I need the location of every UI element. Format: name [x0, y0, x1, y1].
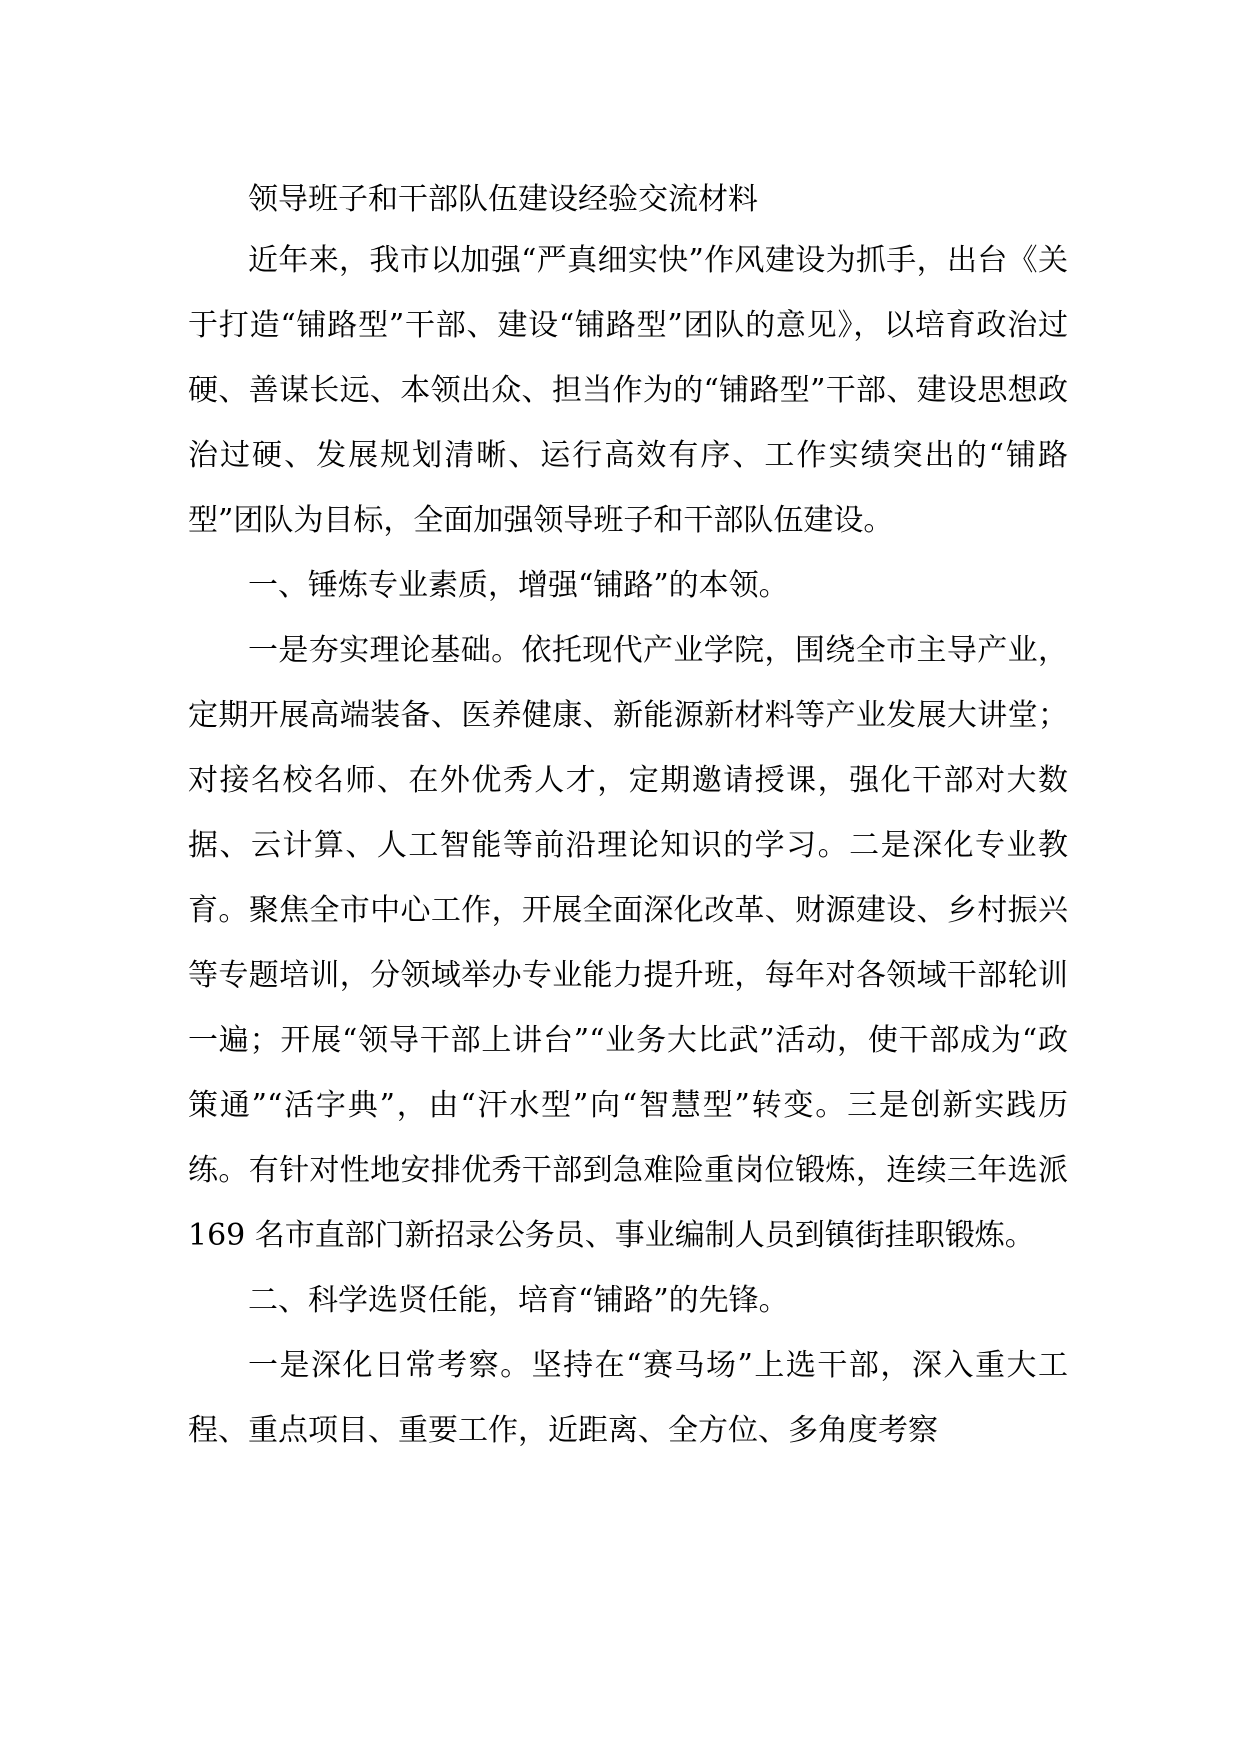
intro-paragraph: 近年来，我市以加强“严真细实快”作风建设为抓手，出台《关于打造“铺路型”干部、建设“铺路型”团队的意见》，以培育政治过硬、善谋长远、本领出众、担当作为的“铺路型”干部、建设思想政治过硬、发展规划清晰、运行高效有序、工作实绩突出的“铺路型”团队为目标，全面加强领导班子和干部队伍建设。	[188, 243, 1068, 538]
section-1-paragraph: 一是夯实理论基础。依托现代产业学院，围绕全市主导产业，定期开展高端装备、医养健康、新能源新材料等产业发展大讲堂；对接名校名师、在外优秀人才，定期邀请授课，强化干部对大数据、云计算、人工智能等前沿理论知识的学习。二是深化专业教育。聚焦全市中心工作，开展全面深化改革、财源建设、乡村振兴等专题培训，分领域举办专业能力提升班，每年对各领域干部轮训一遍；开展“领导干部上讲台”“业务大比武”活动，使干部成为“政策通”“活字典”，由“汗水型”向“智慧型”转变。三是创新实践历练。有针对性地安排优秀干部到急难险重岗位锻炼，连续三年选派 169 名市直部门新招录公务员、事业编制人员到镇街挂职锻炼。	[188, 633, 1068, 1253]
section-2-heading: 二、科学选贤任能，培育“铺路”的先锋。	[248, 1283, 789, 1318]
document-body	[188, 172, 1068, 1463]
section-2-paragraph: 一是深化日常考察。坚持在“赛马场”上选干部，深入重大工程、重点项目、重要工作，近距离、全方位、多角度考察	[188, 1348, 1068, 1448]
section-1-heading: 一、锤炼专业素质，增强“铺路”的本领。	[248, 568, 789, 603]
document-title: 领导班子和干部队伍建设经验交流材料	[248, 182, 758, 217]
